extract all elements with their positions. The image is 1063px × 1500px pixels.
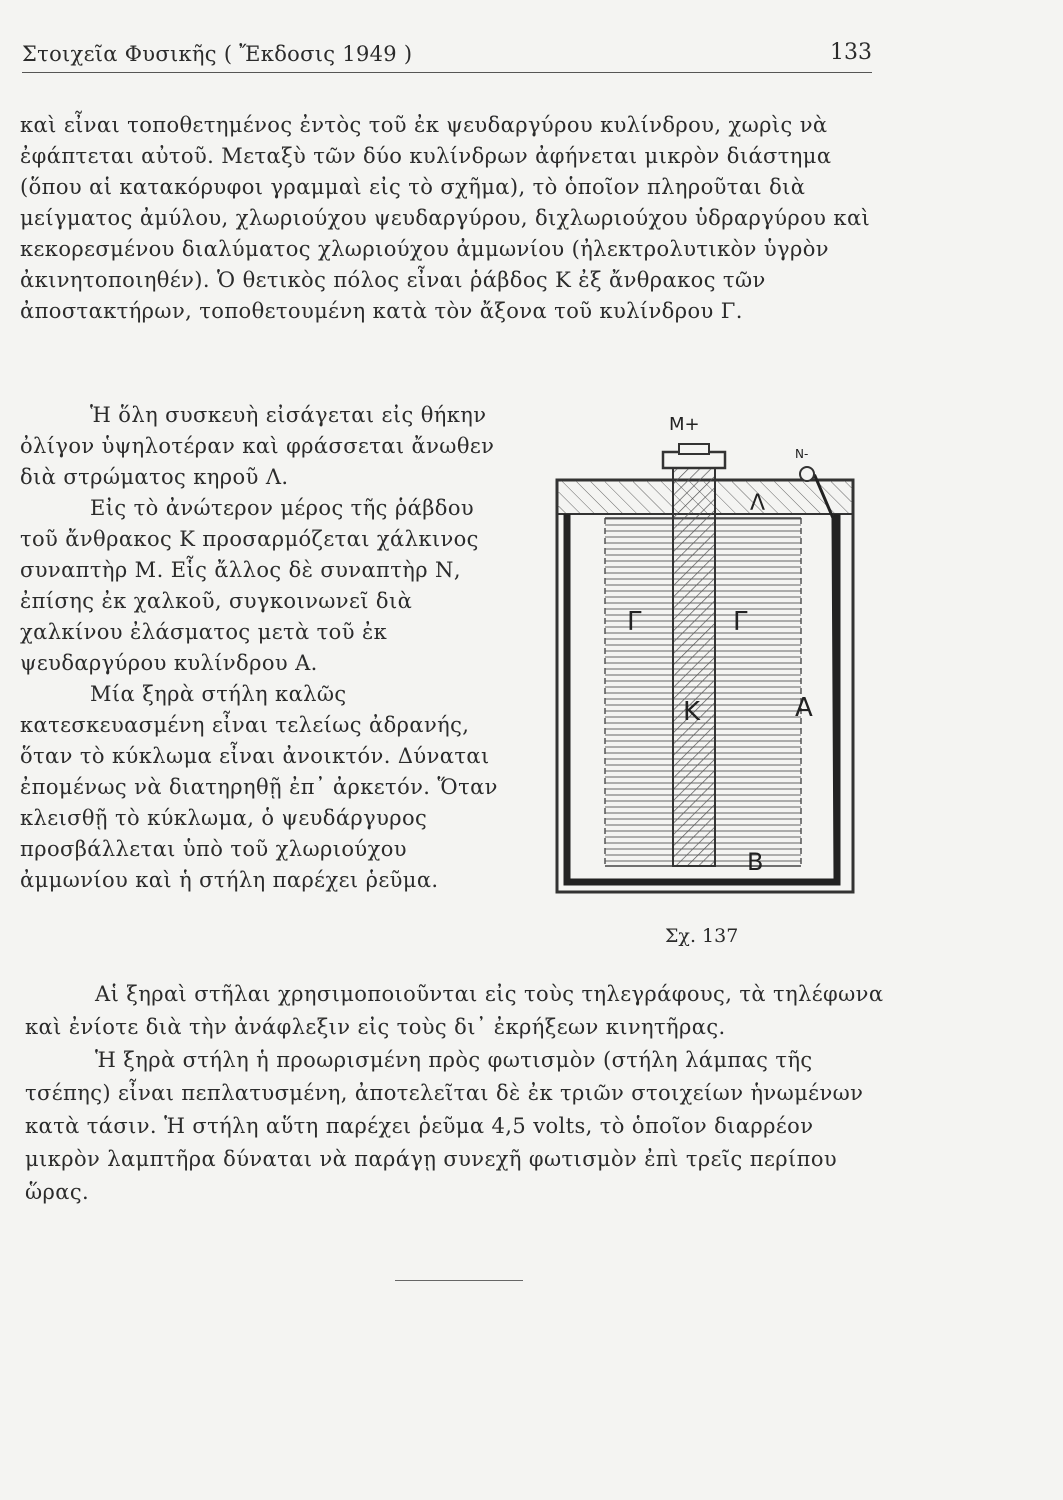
page-number: 133 [830,40,872,65]
figure-caption: Σχ. 137 [665,925,739,947]
paragraph: Ἡ ὅλη συσκευὴ εἰσάγεται εἰς θήκην ὀλίγον ὑψηλοτέραν καὶ φράσσεται ἄνωθεν διὰ στρώματος κηροῦ Λ. [20,403,495,489]
paragraph: Εἰς τὸ ἀνώτερον μέρος τῆς ῥάβδου τοῦ ἄνθρακος Κ προσαρμόζεται χάλκινος συναπτὴρ Μ. Εἷς ἄλλος δὲ συναπτὴρ Ν, ἐπίσης ἐκ χαλκοῦ, συγκοινωνεῖ διὰ χαλκίνου ἐλάσματος μετὰ τοῦ ἐκ ψευδαργύρου κυλίνδρου Α. [20,496,479,675]
paragraph-top [20,110,880,327]
text-column-left [20,400,500,896]
connector-m-top [679,444,709,454]
connector-n [800,467,814,481]
paragraph: Αἱ ξηραὶ στῆλαι χρησιμοποιοῦνται εἰς τοὺς τηλεγράφους, τὰ τηλέφωνα καὶ ἐνίοτε διὰ τὴν ἀνάφλεξιν εἰς τοὺς δι᾽ ἐκρήξεων κινητῆρας. [25,982,884,1039]
paragraph: καὶ εἶναι τοποθετημένος ἐντὸς τοῦ ἐκ ψευδαργύρου κυλίνδρου, χωρὶς νὰ ἐφάπτεται αὐτοῦ. Μεταξὺ τῶν δύο κυλίνδρων ἀφήνεται μικρὸν διάστημα (ὅπου αἱ κατακόρυφοι γραμμαὶ εἰς τὸ σχῆμα), τὸ ὁποῖον πληροῦται διὰ μείγματος ἀμύλου, χλωριούχου ψευδαργύρου, διχλωριούχου ὑδραργύρου καὶ κεκορεσμένου διαλύματος χλωριούχου ἀμμωνίου (ἠλεκτρολυτικὸν ὑγρὸν ἀκινητοποιηθέν). Ὁ θετικὸς πόλος εἶναι ῥάβδος Κ ἐξ ἄνθρακος τῶν ἀποστακτήρων, τοποθετουμένη κατὰ τὸν ἄξονα τοῦ κυλίνδρου Γ. [20,113,871,323]
label-n-minus: N- [795,447,809,461]
label-m-plus: M+ [669,414,700,435]
connector-n-strip [809,476,835,878]
label-beta: B [747,848,764,876]
label-kappa: K [683,697,701,727]
dry-cell-diagram [545,408,865,908]
carbon-rod [673,466,715,866]
running-header [22,40,872,73]
label-gamma-right: Γ [733,607,748,637]
label-gamma-left: Γ [627,607,642,637]
dry-cell-figure [545,408,865,908]
text-block-bottom [25,978,895,1209]
header-title: Στοιχεῖα Φυσικῆς ( Ἔκδοσις 1949 ) [22,42,413,66]
paragraph: Ἡ ξηρὰ στήλη ἡ προωρισμένη πρὸς φωτισμὸν (στήλη λάμπας τῆς τσέπης) εἶναι πεπλατυσμένη, ἀποτελεῖται δὲ ἐκ τριῶν στοιχείων ἡνωμένων κατὰ τάσιν. Ἡ στήλη αὕτη παρέχει ῥεῦμα 4,5 volts, τὸ ὁποῖον διαρρέον μικρὸν λαμπτῆρα δύναται νὰ παράγῃ συνεχῆ φωτισμὸν ἐπὶ τρεῖς περίπου ὥρας. [25,1048,864,1204]
section-end-rule [395,1280,523,1281]
label-lambda: Λ [750,491,766,516]
paragraph: Μία ξηρὰ στήλη καλῶς κατεσκευασμένη εἶναι τελείως ἀδρανής, ὅταν τὸ κύκλωμα εἶναι ἀνοικτόν. Δύναται ἐπομένως νὰ διατηρηθῇ ἐπ᾽ ἀρκετόν. Ὅταν κλεισθῇ τὸ κύκλωμα, ὁ ψευδάργυρος προσβάλλεται ὑπὸ τοῦ χλωριούχου ἀμμωνίου καὶ ἡ στήλη παρέχει ῥεῦμα. [20,682,498,892]
label-alpha: A [795,693,813,723]
